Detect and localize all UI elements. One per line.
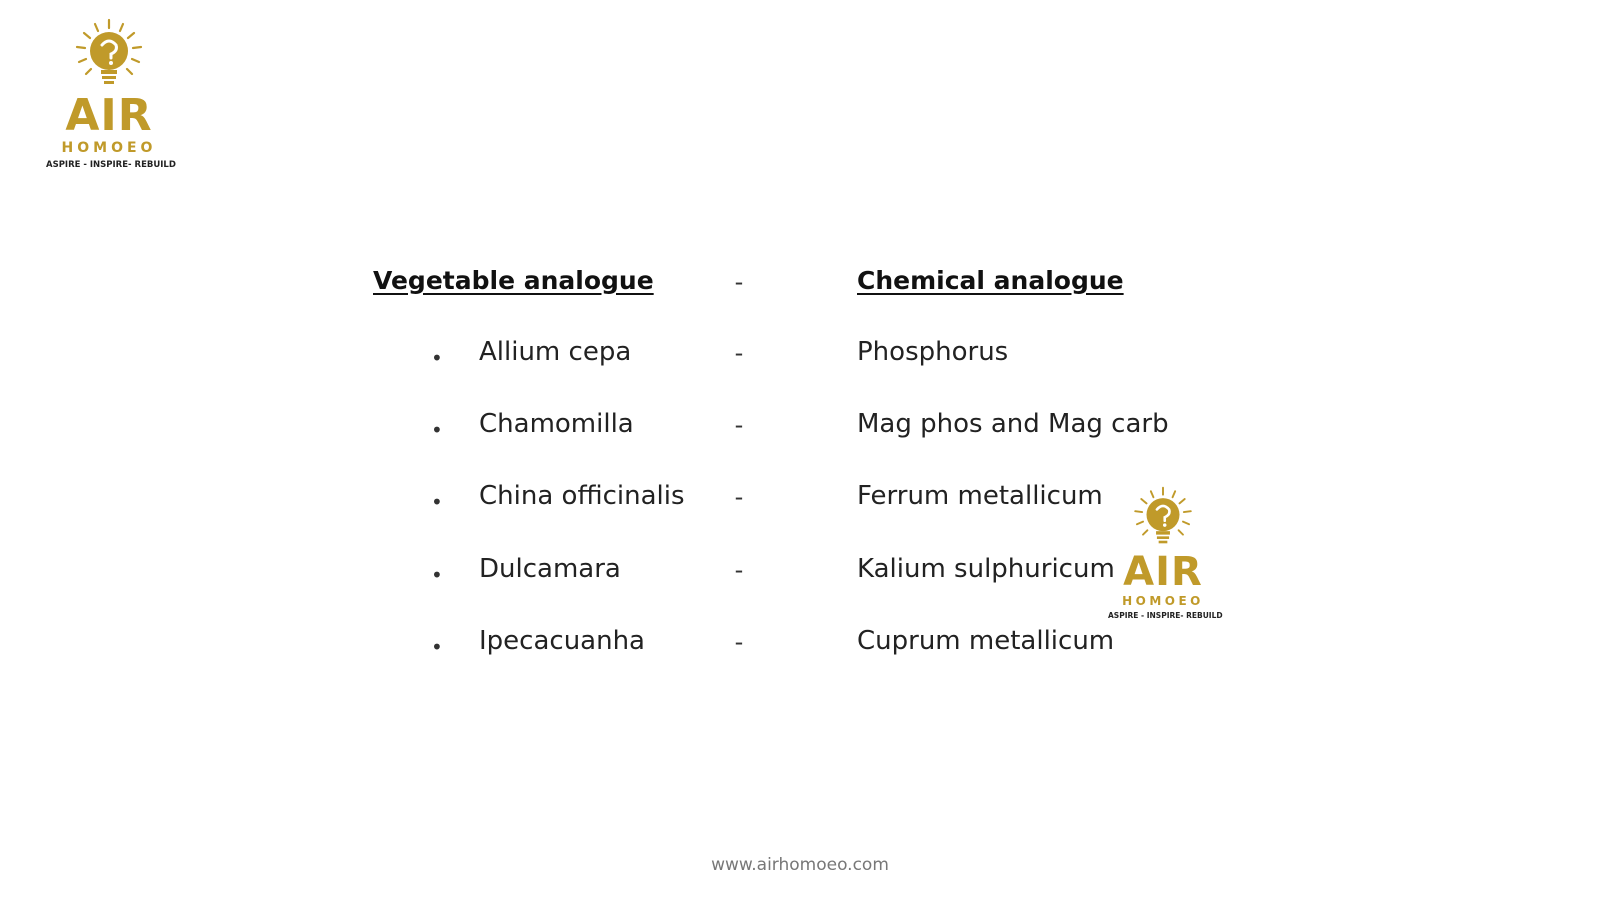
chemical-name: Phosphorus: [857, 337, 1009, 367]
analogue-row: [0, 409, 1600, 449]
analogue-row: [0, 337, 1600, 377]
vegetable-name: Allium cepa: [479, 337, 632, 367]
chemical-name: Mag phos and Mag carb: [857, 409, 1169, 439]
vegetable-name: Chamomilla: [479, 409, 634, 439]
analogue-row: [0, 626, 1600, 666]
analogue-row: [0, 549, 1600, 595]
bullet: •: [431, 418, 443, 442]
brand-name: AIR: [65, 90, 153, 141]
brand-tagline: ASPIRE - INSPIRE- REBUILD: [1108, 611, 1223, 620]
brand-logo-secondary: [1108, 486, 1223, 620]
bullet: •: [431, 563, 443, 587]
vegetable-name: China officinalis: [479, 481, 685, 511]
row-separator: -: [734, 483, 744, 511]
row-separator: -: [734, 628, 744, 656]
website-footer: www.airhomoeo.com: [711, 855, 889, 875]
brand-logo: [46, 18, 176, 170]
row-separator: -: [734, 411, 744, 439]
row-separator: -: [734, 339, 744, 367]
brand-subtitle: HOMOEO: [1122, 594, 1204, 608]
bullet: •: [431, 490, 443, 514]
bulb-icon: [1128, 486, 1198, 552]
chemical-analogue-heading: Chemical analogue: [857, 266, 1124, 295]
brand-subtitle: HOMOEO: [61, 140, 157, 156]
chemical-name: Ferrum metallicum: [857, 481, 1103, 511]
heading-separator: -: [734, 268, 744, 296]
vegetable-name: Dulcamara: [479, 554, 621, 584]
chemical-name: Kalium sulphuricum: [857, 554, 1115, 584]
vegetable-name: Ipecacuanha: [479, 626, 645, 656]
bulb-icon: [69, 18, 149, 94]
analogue-row: [0, 481, 1600, 521]
vegetable-analogue-heading: Vegetable analogue: [373, 266, 654, 295]
bullet: •: [431, 346, 443, 370]
brand-tagline: ASPIRE - INSPIRE- REBUILD: [46, 160, 176, 170]
chemical-name: Cuprum metallicum: [857, 626, 1115, 656]
bullet: •: [431, 635, 443, 659]
brand-name: AIR: [1123, 549, 1203, 595]
row-separator: -: [734, 556, 744, 584]
